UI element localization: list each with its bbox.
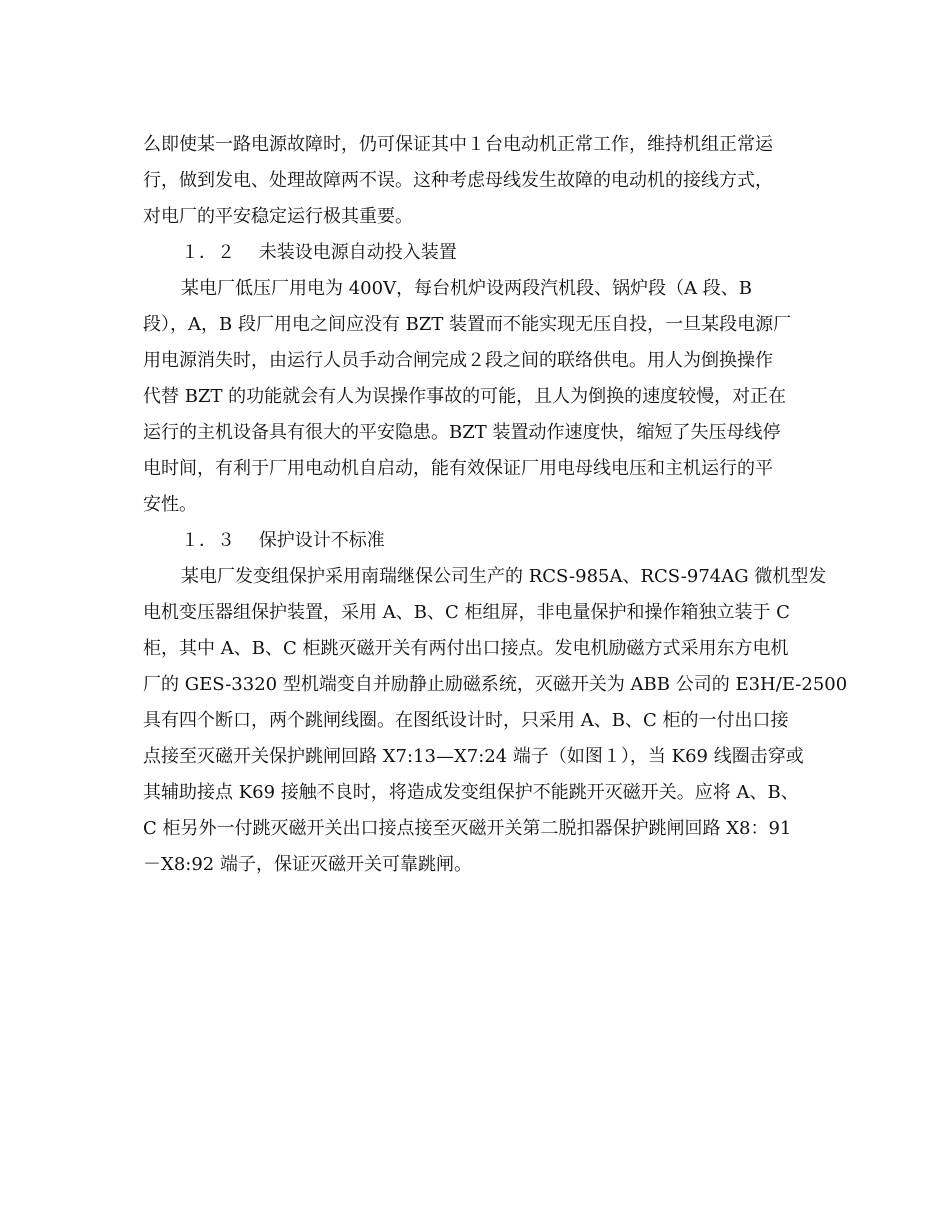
text-line: 对电厂的平安稳定运行极其重要。 <box>143 206 413 227</box>
text-line: 代替 BZT 的功能就会有人为误操作事故的可能，且人为倒换的速度较慢，对正在 <box>143 386 787 407</box>
text-line: －X8:92 端子，保证灭磁开关可靠跳闸。 <box>143 854 472 875</box>
paragraph-start: 某电厂低压厂用电为 400V，每台机炉设两段汽机段、锅炉段（A 段、B <box>181 278 753 299</box>
text-line: C 柜另外一付跳灭磁开关出口接点接至灭磁开关第二脱扣器保护跳闸回路 X8：91 <box>143 818 792 839</box>
text-line: 行，做到发电、处理故障两不误。这种考虑母线发生故障的电动机的接线方式， <box>143 170 773 191</box>
section-heading-1-2: １．２ 未装设电源自动投入装置 <box>181 242 457 263</box>
paragraph-start: 某电厂发变组保护采用南瑞继保公司生产的 RCS-985A、RCS-974AG 微机型发 <box>181 566 827 587</box>
text-line: 其辅助接点 K69 接触不良时，将造成发变组保护不能跳开灭磁开关。应将 A、B、 <box>143 782 799 803</box>
text-line: 段），A，B 段厂用电之间应没有 BZT 装置而不能实现无压自投，一旦某段电源厂 <box>143 314 792 335</box>
text-line: 用电源消失时，由运行人员手动合闸完成２段之间的联络供电。用人为倒换操作 <box>143 350 773 371</box>
text-line: 电时间，有利于厂用电动机自启动，能有效保证厂用电母线电压和主机运行的平 <box>143 458 773 479</box>
text-line: 点接至灭磁开关保护跳闸回路 X7:13—X7:24 端子（如图１），当 K69 线圈击穿或 <box>143 746 804 767</box>
section-heading-1-3: １．３ 保护设计不标准 <box>181 530 385 551</box>
text-line: 运行的主机设备具有很大的平安隐患。BZT 装置动作速度快，缩短了失压母线停 <box>143 422 781 443</box>
text-line: 具有四个断口，两个跳闸线圈。在图纸设计时，只采用 A、B、C 柜的一付出口接 <box>143 710 789 731</box>
text-line: 安性。 <box>143 494 197 515</box>
text-line: 电机变压器组保护装置，采用 A、B、C 柜组屏，非电量保护和操作箱独立装于 C <box>143 602 790 623</box>
text-line: 厂的 GES-3320 型机端变自并励静止励磁系统，灭磁开关为 ABB 公司的 E3H/E-2500 <box>143 674 848 695</box>
text-line: 柜，其中 A、B、C 柜跳灭磁开关有两付出口接点。发电机励磁方式采用东方电机 <box>143 638 789 659</box>
text-line: 么即使某一路电源故障时，仍可保证其中１台电动机正常工作，维持机组正常运 <box>143 134 773 155</box>
document-body <box>143 127 848 883</box>
